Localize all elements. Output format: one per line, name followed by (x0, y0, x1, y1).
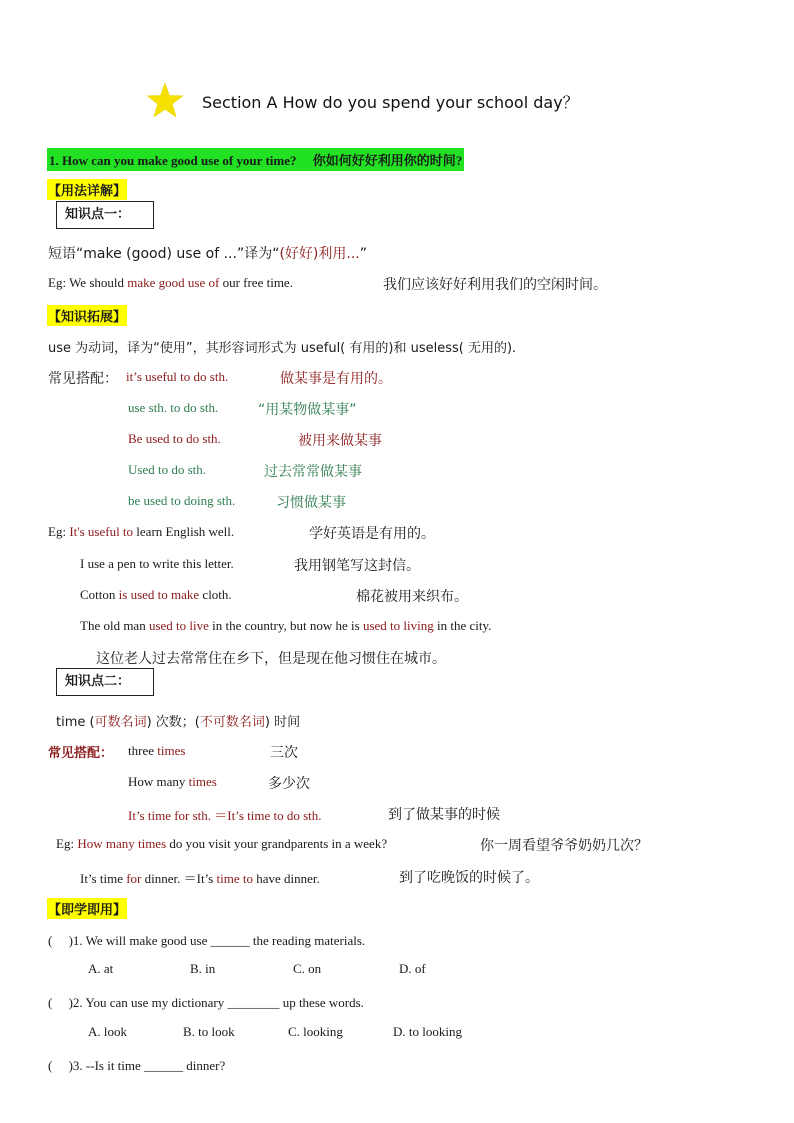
phrase-line: 短语“make (good) use of ...”译为“(好好)利用...” (48, 246, 367, 262)
question-heading-1: 1. How can you make good use of your time? 你如何好好利用你的时间? (47, 148, 464, 171)
common-label-1: 常见搭配： (48, 371, 118, 387)
expand-tag: 【知识拓展】 (47, 305, 127, 326)
time-collocation-1-cn: 三次 (270, 745, 298, 761)
knowledge-box-2: 知识点二： (56, 668, 154, 696)
q2-option-a[interactable]: A. look (88, 1024, 127, 1039)
q1-option-c[interactable]: C. on (293, 961, 322, 976)
time-line: time (可数名词) 次数；(不可数名词) 时间 (56, 715, 301, 730)
page-title: Section A How do you spend your school day？ (202, 93, 579, 112)
common-label-2: 常见搭配： (48, 746, 114, 761)
q2-option-b[interactable]: B. to look (183, 1024, 235, 1039)
question-3: ( )3. --Is it time ______ dinner? (48, 1058, 226, 1073)
collocation-5: be used to doing sth. (128, 493, 236, 508)
example-4-cn: 棉花被用来织布。 (356, 589, 468, 605)
time-collocation-2: How many times (128, 774, 217, 789)
time-collocation-1: three times (128, 743, 186, 758)
example-2: Eg: It's useful to learn English well. (48, 524, 235, 539)
example-3: I use a pen to write this letter. (80, 556, 234, 571)
example-4: Cotton is used to make cloth. (80, 587, 232, 602)
time-collocation-3-cn: 到了做某事的时候 (388, 807, 500, 823)
q1-option-d[interactable]: D. of (399, 961, 426, 976)
time-example-1: Eg: How many times do you visit your grandparents in a week? (56, 836, 388, 851)
example-2-cn: 学好英语是有用的。 (309, 526, 435, 542)
question-2: ( )2. You can use my dictionary ________ up these words. (48, 995, 364, 1010)
usage-tag: 【用法详解】 (47, 179, 127, 200)
collocation-3-cn: 被用来做某事 (298, 433, 382, 449)
time-collocation-2-cn: 多少次 (268, 776, 310, 792)
example-5-cn: 这位老人过去常常住在乡下，但是现在他习惯住在城市。 (96, 651, 446, 667)
example-1-cn: 我们应该好好利用我们的空闲时间。 (383, 277, 607, 293)
example-1: Eg: We should make good use of our free time. (48, 275, 293, 290)
example-3-cn: 我用钢笔写这封信。 (294, 558, 420, 574)
collocation-2: use sth. to do sth. (128, 400, 219, 415)
collocation-4: Used to do sth. (128, 462, 206, 477)
collocation-2-cn: “用某物做某事” (258, 402, 357, 418)
question-1: ( )1. We will make good use ______ the reading materials. (48, 933, 366, 948)
collocation-1-cn: 做某事是有用的。 (280, 371, 392, 387)
use-verb-line: use 为动词，译为“使用”，其形容词形式为 useful( 有用的)和 useless( 无用的). (48, 341, 517, 356)
time-collocation-3: It’s time for sth. ＝It’s time to do sth. (128, 808, 322, 823)
collocation-1: it’s useful to do sth. (126, 369, 229, 384)
q2-option-c[interactable]: C. looking (288, 1024, 343, 1039)
collocation-3: Be used to do sth. (128, 431, 221, 446)
collocation-5-cn: 习惯做某事 (276, 495, 346, 511)
collocation-4-cn: 过去常常做某事 (264, 464, 362, 480)
time-example-2: It’s time for dinner. ＝It’s time to have dinner. (80, 871, 320, 886)
example-5: The old man used to live in the country, but now he is used to living in the city. (80, 618, 492, 633)
practice-tag: 【即学即用】 (47, 898, 127, 919)
q1-option-a[interactable]: A. at (88, 961, 114, 976)
knowledge-box-1: 知识点一： (56, 201, 154, 229)
time-example-2-cn: 到了吃晚饭的时候了。 (399, 870, 539, 886)
time-example-1-cn: 你一周看望爷爷奶奶几次？ (480, 838, 648, 854)
star-icon (146, 82, 184, 118)
q2-option-d[interactable]: D. to looking (393, 1024, 462, 1039)
q1-option-b[interactable]: B. in (190, 961, 216, 976)
